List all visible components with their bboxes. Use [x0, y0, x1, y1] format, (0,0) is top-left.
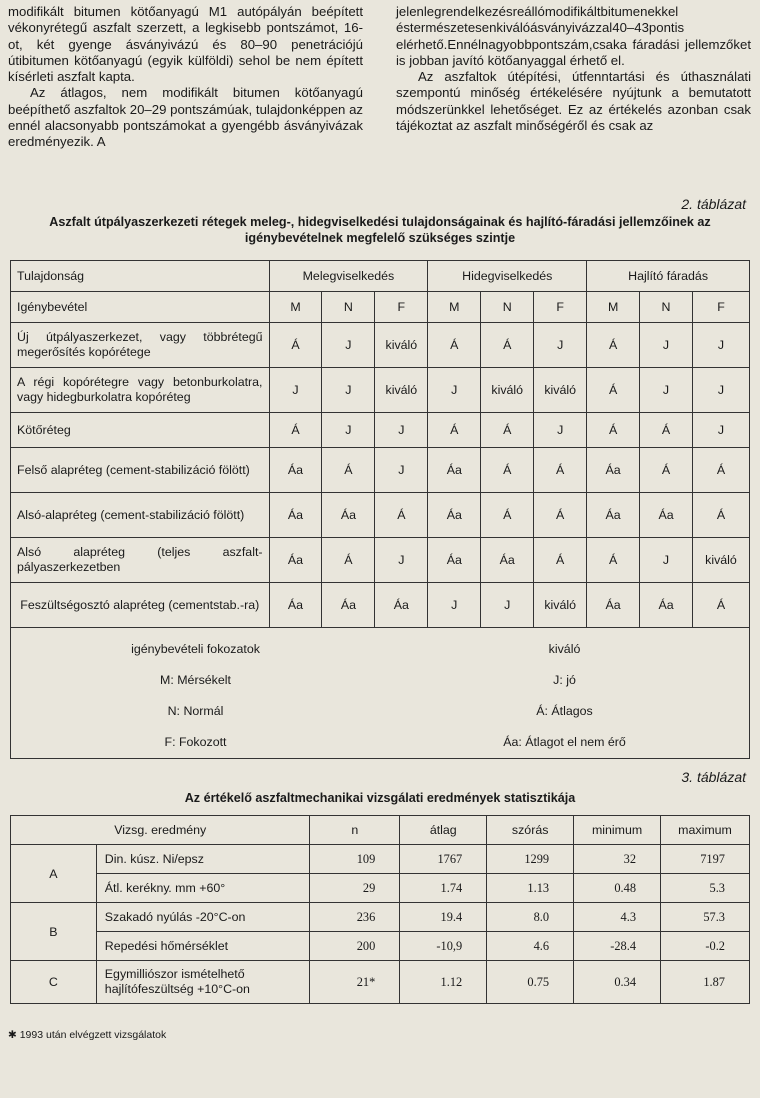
- cell: Á: [322, 448, 375, 493]
- cell: Á: [587, 538, 640, 583]
- cell: Á: [692, 583, 749, 628]
- header-property: Tulajdonság: [11, 261, 270, 292]
- cell: Á: [692, 493, 749, 538]
- legend-item: igénybevételi fokozatok: [131, 642, 260, 656]
- cell: 0.75: [487, 961, 574, 1004]
- cell: J: [692, 323, 749, 368]
- legend-item: F: Fokozott: [164, 735, 227, 749]
- cell: J: [269, 368, 322, 413]
- cell: 4.6: [487, 932, 574, 961]
- cell: 236: [310, 903, 400, 932]
- sub-header: F: [534, 292, 587, 323]
- cell: J: [375, 413, 428, 448]
- cell: 1767: [400, 845, 487, 874]
- sub-header: N: [640, 292, 693, 323]
- cell: J: [534, 413, 587, 448]
- paragraph: modifikált bitumen kötőanyagú M1 autópályán beépített vékonyrétegű aszfalt szerzett, a legkisebb pontszámot, 16-ot, két gyenge ásványivázú és 80–90 penetrációjú útibitumen kötőanyagú (egyik külföldi) sehol be nem épített kísérleti aszfalt kapta.: [8, 4, 363, 85]
- cell: 29: [310, 874, 400, 903]
- footnote: ✱ 1993 után elvégzett vizsgálatok: [8, 1029, 167, 1041]
- table-row: [11, 368, 750, 413]
- cell: Á: [587, 323, 640, 368]
- cell: 19.4: [400, 903, 487, 932]
- header: Vizsg. eredmény: [11, 816, 310, 845]
- cell: kiváló: [692, 538, 749, 583]
- row-label: Alsó alapréteg (teljes aszfalt-pályaszerkezetben: [11, 538, 270, 583]
- header: szórás: [487, 816, 574, 845]
- cell: 1.13: [487, 874, 574, 903]
- cell: kiváló: [534, 583, 587, 628]
- cell: J: [640, 368, 693, 413]
- cell: Áa: [640, 583, 693, 628]
- table-row: [11, 845, 750, 874]
- cell: kiváló: [481, 368, 534, 413]
- group-header: Hajlító fáradás: [587, 261, 750, 292]
- paragraph: Az átlagos, nem modifikált bitumen kötőanyagú beépíthető aszfaltok 20–29 pontszámúak, tulajdonképpen az ennél alacsonyabb pontszámokat a gyengébb ásványivázak eredményezik. A: [8, 85, 363, 150]
- cell: Áa: [269, 583, 322, 628]
- text-column-right: [396, 4, 751, 134]
- header: maximum: [661, 816, 750, 845]
- cell: kiváló: [375, 323, 428, 368]
- cell: Áa: [428, 493, 481, 538]
- cell: kiváló: [534, 368, 587, 413]
- row-label: A régi kopórétegre vagy betonburkolatra, vagy hidegburkolatra kopóréteg: [11, 368, 270, 413]
- paragraph: Az aszfaltok útépítési, útfenntartási és úthasználati szempontú minőség értékelésére nyújtunk a bemutatott módszerünkkel lehetőséget. Ez az értékelés azonban csak tájékoztat az aszfalt minőségéről és csak az: [396, 69, 751, 134]
- legend-item: Áa: Átlagot el nem érő: [503, 735, 626, 749]
- cell: J: [322, 368, 375, 413]
- sub-label: Igénybevétel: [11, 292, 270, 323]
- cell: 5.3: [661, 874, 750, 903]
- legend-item: N: Normál: [167, 704, 224, 718]
- legend-item: Á: Átlagos: [536, 704, 593, 718]
- cell: 8.0: [487, 903, 574, 932]
- cell: J: [428, 583, 481, 628]
- row-desc: Egymilliószor ismételhető hajlítófeszültség +10°C-on: [96, 961, 310, 1004]
- text-column-left: [8, 4, 363, 151]
- cell: 4.3: [574, 903, 661, 932]
- group-label: B: [11, 903, 97, 961]
- cell: Á: [375, 493, 428, 538]
- sub-header: N: [322, 292, 375, 323]
- cell: Á: [428, 413, 481, 448]
- header: átlag: [400, 816, 487, 845]
- cell: Á: [269, 413, 322, 448]
- cell: Áa: [587, 448, 640, 493]
- cell: Á: [640, 413, 693, 448]
- cell: J: [375, 448, 428, 493]
- legend-item: M: Mérsékelt: [160, 673, 231, 687]
- cell: 0.34: [574, 961, 661, 1004]
- table-row: [11, 961, 750, 1004]
- cell: J: [534, 323, 587, 368]
- table3-number: 3. táblázat: [681, 769, 746, 785]
- table-row: [11, 413, 750, 448]
- cell: Áa: [428, 448, 481, 493]
- group-header: Hidegviselkedés: [428, 261, 587, 292]
- cell: 1.87: [661, 961, 750, 1004]
- cell: Á: [534, 538, 587, 583]
- cell: Áa: [640, 493, 693, 538]
- cell: Á: [269, 323, 322, 368]
- row-desc: Din. kúsz. Ni/epsz: [96, 845, 310, 874]
- sub-header: N: [481, 292, 534, 323]
- cell: J: [322, 323, 375, 368]
- table-row: [11, 493, 750, 538]
- cell: 57.3: [661, 903, 750, 932]
- table2: [10, 260, 750, 759]
- sub-header: F: [375, 292, 428, 323]
- cell: 7197: [661, 845, 750, 874]
- sub-header: F: [692, 292, 749, 323]
- table-row: [11, 538, 750, 583]
- table-row: [11, 583, 750, 628]
- table-row: [11, 323, 750, 368]
- header: n: [310, 816, 400, 845]
- group-label: A: [11, 845, 97, 903]
- cell: Áa: [428, 538, 481, 583]
- header: minimum: [574, 816, 661, 845]
- cell: J: [640, 323, 693, 368]
- cell: J: [692, 368, 749, 413]
- row-desc: Repedési hőmérséklet: [96, 932, 310, 961]
- cell: 21*: [310, 961, 400, 1004]
- table2-number: 2. táblázat: [681, 196, 746, 212]
- cell: Áa: [269, 493, 322, 538]
- cell: Áa: [375, 583, 428, 628]
- group-header: Melegviselkedés: [269, 261, 428, 292]
- cell: -10,9: [400, 932, 487, 961]
- cell: -0.2: [661, 932, 750, 961]
- table3-title: Az értékelő aszfaltmechanikai vizsgálati eredmények statisztikája: [184, 791, 576, 805]
- legend-item: J: jó: [553, 673, 576, 687]
- cell: Áa: [322, 583, 375, 628]
- sub-header: M: [587, 292, 640, 323]
- table2-title: Aszfalt útpályaszerkezeti rétegek meleg-, hidegviselkedési tulajdonságainak és hajlító-fáradási jellemzőinek az igénybevételnek megfelelő szükséges szintje: [49, 215, 711, 245]
- table-row: [11, 448, 750, 493]
- cell: Á: [534, 493, 587, 538]
- cell: Á: [481, 413, 534, 448]
- cell: Á: [640, 448, 693, 493]
- cell: Á: [587, 368, 640, 413]
- cell: -28.4: [574, 932, 661, 961]
- cell: 200: [310, 932, 400, 961]
- cell: J: [481, 583, 534, 628]
- cell: Áa: [481, 538, 534, 583]
- table-row: [11, 874, 750, 903]
- cell: 1299: [487, 845, 574, 874]
- cell: Á: [587, 413, 640, 448]
- table-row: [11, 932, 750, 961]
- cell: Á: [481, 323, 534, 368]
- cell: 32: [574, 845, 661, 874]
- row-label: Feszültségosztó alapréteg (cementstab.-ra): [11, 583, 270, 628]
- cell: J: [692, 413, 749, 448]
- cell: kiváló: [375, 368, 428, 413]
- cell: 1.12: [400, 961, 487, 1004]
- row-label: Alsó-alapréteg (cement-stabilizáció fölött): [11, 493, 270, 538]
- cell: Áa: [587, 583, 640, 628]
- row-desc: Átl. keréknу. mm +60°: [96, 874, 310, 903]
- row-label: Új útpályaszerkezet, vagy többrétegű megerősítés kopórétege: [11, 323, 270, 368]
- cell: J: [322, 413, 375, 448]
- row-desc: Szakadó nyúlás -20°C-on: [96, 903, 310, 932]
- cell: 109: [310, 845, 400, 874]
- cell: Á: [534, 448, 587, 493]
- cell: Á: [481, 448, 534, 493]
- cell: 0.48: [574, 874, 661, 903]
- cell: J: [640, 538, 693, 583]
- cell: Áa: [587, 493, 640, 538]
- row-label: Kötőréteg: [11, 413, 270, 448]
- cell: Áa: [322, 493, 375, 538]
- row-label: Felső alapréteg (cement-stabilizáció fölött): [11, 448, 270, 493]
- cell: Á: [322, 538, 375, 583]
- table3: [10, 815, 750, 1004]
- cell: Áa: [269, 538, 322, 583]
- cell: Á: [428, 323, 481, 368]
- cell: Á: [481, 493, 534, 538]
- cell: Á: [692, 448, 749, 493]
- cell: J: [428, 368, 481, 413]
- cell: J: [375, 538, 428, 583]
- cell: Áa: [269, 448, 322, 493]
- sub-header: M: [269, 292, 322, 323]
- group-label: C: [11, 961, 97, 1004]
- sub-header: M: [428, 292, 481, 323]
- table-row: [11, 903, 750, 932]
- legend-item: kiváló: [548, 642, 581, 656]
- cell: 1.74: [400, 874, 487, 903]
- table2-legend: [11, 628, 750, 759]
- paragraph: jelenlegrendelkezésreállómodifikáltbitumenekkel éstermészetesenkiválóásványivázzal40–43pontis elérhető.Ennélnagyobbpontszám,csaka fáradási jellemzőket is jobban javító kötőanyaggal érhető el.: [396, 4, 751, 68]
